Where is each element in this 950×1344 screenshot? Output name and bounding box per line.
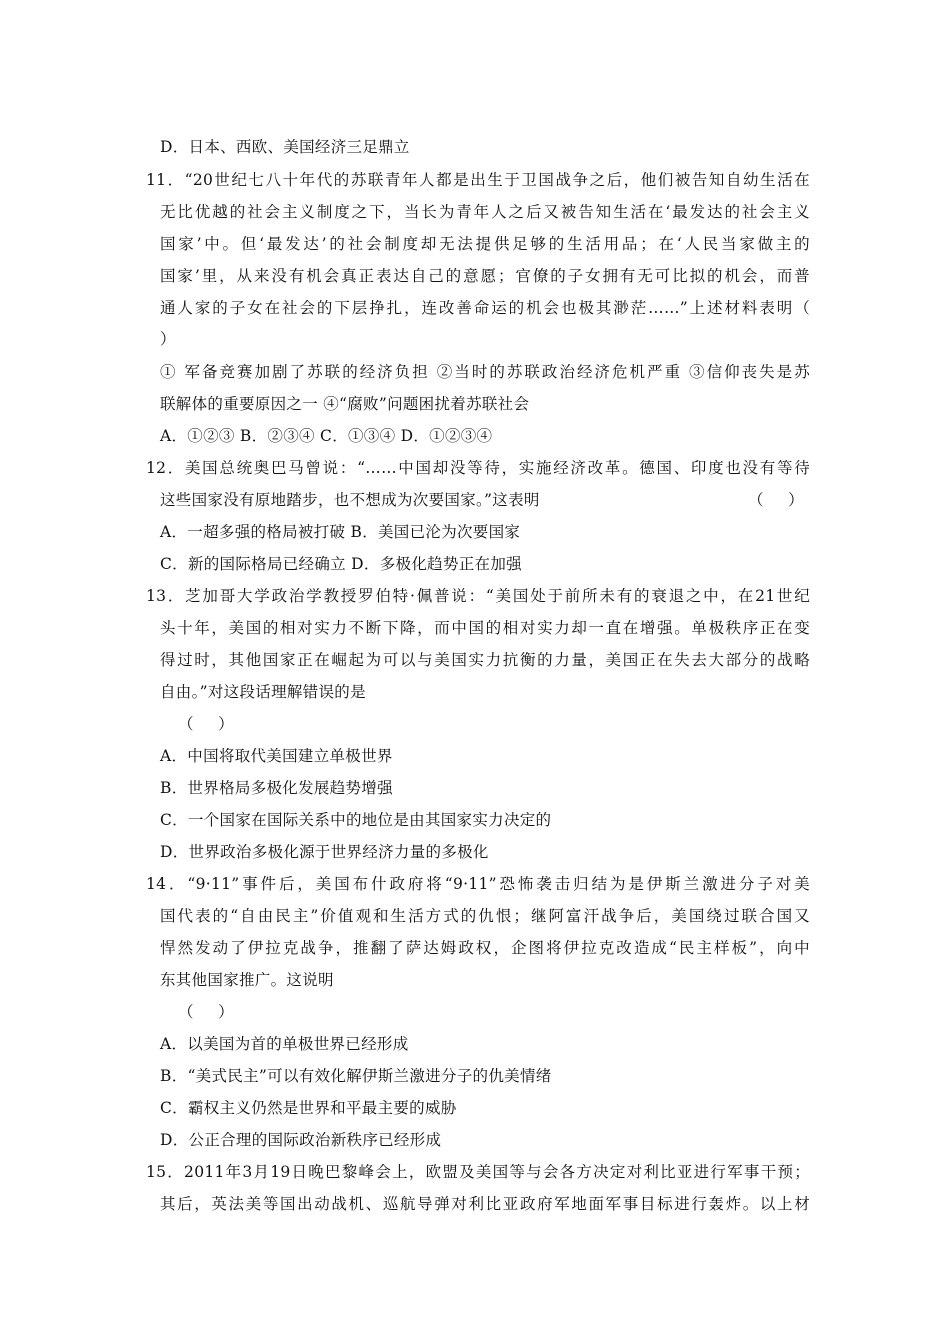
q11-statements-line-1: ① 军备竞赛加剧了苏联的经济负担 ②当时的苏联政治经济危机严重 ③信仰丧失是苏	[160, 363, 810, 381]
q14-answer-blank: （ ）	[178, 1003, 234, 1021]
q12-options-line-1: A．一超多强的格局被打破 B．美国已沦为次要国家	[160, 523, 521, 541]
q11-stem-line-1: 11．“20世纪七八十年代的苏联青年人都是出生于卫国战争之后，他们被告知自幼生活在	[146, 171, 810, 189]
q11-stem-line-4: 国家’里，从来没有机会真正表达自己的意愿；官僚的子女拥有无可比拟的机会，而普	[160, 267, 810, 285]
q14-option-b: B．“美式民主”可以有效化解伊斯兰激进分子的仇美情绪	[160, 1067, 552, 1085]
q15-stem-line-1: 15．2011年3月19日晚巴黎峰会上，欧盟及美国等与会各方决定对利比亚进行军事干预；	[146, 1163, 810, 1181]
q14-stem-line-2: 国代表的“自由民主”价值观和生活方式的仇恨；继阿富汗战争后，美国绕过联合国又	[160, 907, 810, 925]
q12-stem-line-1: 12．美国总统奥巴马曾说：“……中国却没等待，实施经济改革。德国、印度也没有等待	[146, 459, 810, 477]
q11-statements-line-2: 联解体的重要原因之一 ④“腐败”问题困扰着苏联社会	[160, 395, 530, 413]
q13-option-c: C．一个国家在国际关系中的地位是由其国家实力决定的	[160, 811, 552, 829]
q13-answer-blank: （ ）	[178, 715, 234, 733]
q11-options: A．①②③ B．②③④ C．①③④ D．①②③④	[160, 427, 493, 445]
q13-stem-line-1: 13．芝加哥大学政治学教授罗伯特·佩普说：“美国处于前所未有的衰退之中，在21世纪	[146, 587, 810, 605]
q14-option-a: A．以美国为首的单极世界已经形成	[160, 1035, 409, 1053]
q12-options-line-2: C．新的国际格局已经确立 D．多极化趋势正在加强	[160, 555, 522, 573]
q11-stem-line-3: 国家’中。但‘最发达’的社会制度却无法提供足够的生活用品；在‘人民当家做主的	[160, 235, 810, 253]
q14-option-d: D．公正合理的国际政治新秩序已经形成	[160, 1131, 442, 1149]
q11-stem-line-5: 通人家的子女在社会的下层挣扎，连改善命运的机会也极其渺茫……”上述材料表明（	[160, 299, 810, 317]
q13-option-b: B．世界格局多极化发展趋势增强	[160, 779, 393, 797]
q13-option-d: D．世界政治多极化源于世界经济力量的多极化	[160, 843, 489, 861]
q11-stem-line-2: 无比优越的社会主义制度之下，当长为青年人之后又被告知生活在‘最发达的社会主义	[160, 203, 810, 221]
q10-option-d: D．日本、西欧、美国经济三足鼎立	[160, 138, 410, 156]
q13-stem-line-3: 得过时，其他国家正在崛起为可以与美国实力抗衡的力量，美国正在失去大部分的战略	[160, 651, 810, 669]
q14-stem-line-1: 14．“9·11”事件后，美国布什政府将“9·11”恐怖袭击归结为是伊斯兰激进分子对美	[146, 875, 810, 893]
q13-stem-line-2: 头十年，美国的相对实力不断下降，而中国的相对实力却一直在增强。单极秩序正在变	[160, 619, 810, 637]
q13-option-a: A．中国将取代美国建立单极世界	[160, 747, 393, 765]
q13-stem-line-4: 自由。”对这段话理解错误的是	[160, 683, 366, 701]
q12-stem-line-2: 这些国家没有原地踏步，也不想成为次要国家。”这表明	[160, 491, 540, 509]
q15-stem-line-2: 其后，英法美等国出动战机、巡航导弹对利比亚政府军地面军事目标进行轰炸。以上材	[160, 1195, 810, 1213]
q14-stem-line-4: 东其他国家推广。这说明	[160, 971, 334, 989]
q12-answer-blank: （ ）	[748, 491, 804, 509]
q11-answer-blank: ）	[160, 330, 176, 348]
q14-stem-line-3: 悍然发动了伊拉克战争，推翻了萨达姆政权，企图将伊拉克改造成“民主样板”，向中	[160, 939, 810, 957]
q14-option-c: C．霸权主义仍然是世界和平最主要的威胁	[160, 1099, 457, 1117]
